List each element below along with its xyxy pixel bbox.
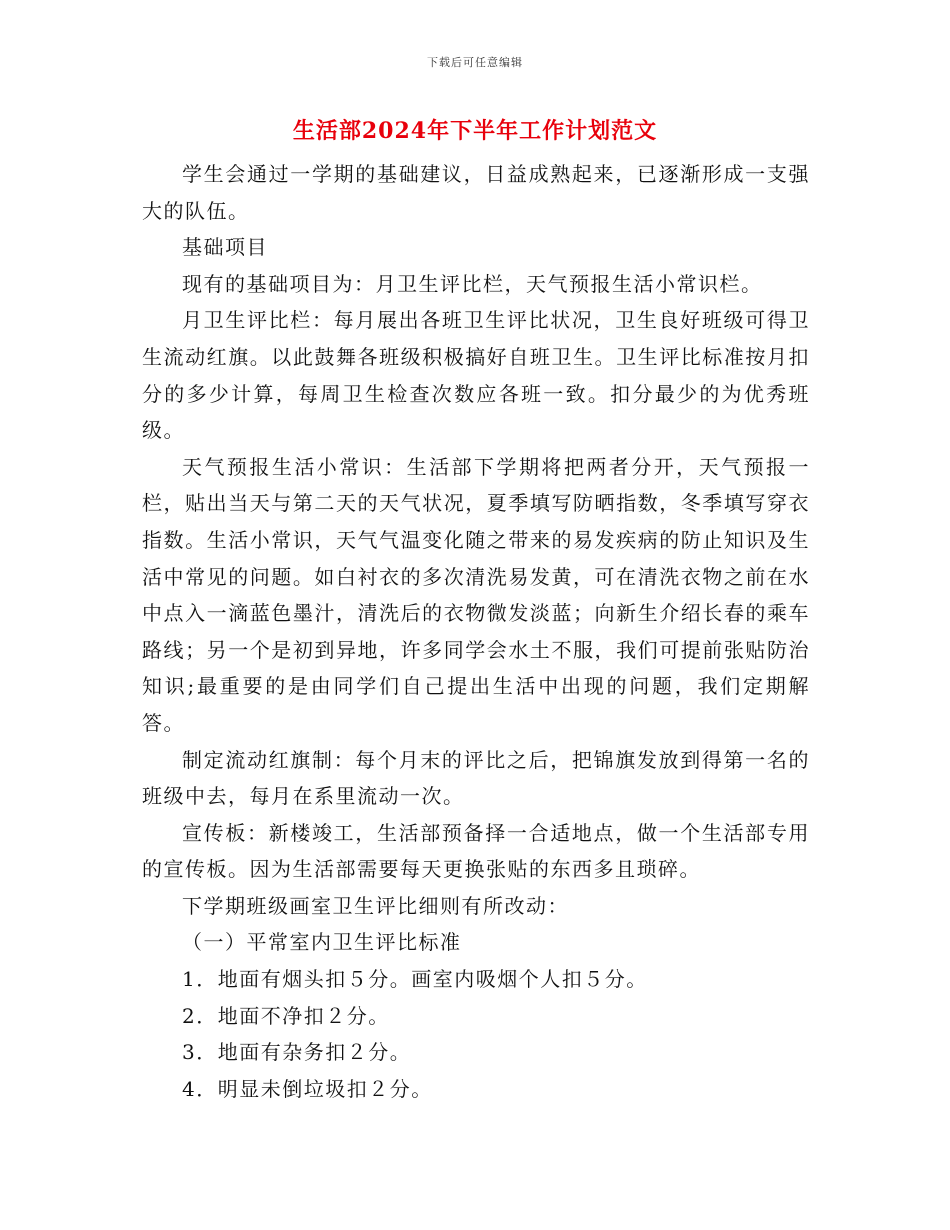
- paragraph: 下学期班级画室卫生评比细则有所改动：: [182, 893, 569, 918]
- list-item: 2．地面不净扣２分。: [182, 1003, 390, 1028]
- document-title: 生活部2024年下半年工作计划范文: [292, 118, 658, 144]
- list-item: 1．地面有烟头扣５分。画室内吸烟个人扣５分。: [182, 967, 648, 992]
- document-body: [142, 156, 810, 1107]
- paragraph: 制定流动红旗制：每个月末的评比之后，把锦旗发放到得第一名的班级中去，每月在系里流动一次。: [142, 747, 810, 809]
- paragraph: 学生会通过一学期的基础建议，日益成熟起来，已逐渐形成一支强大的队伍。: [142, 162, 810, 223]
- list-item: 3．地面有杂务扣２分。: [182, 1040, 412, 1065]
- paragraph: 月卫生评比栏：每月展出各班卫生评比状况，卫生良好班级可得卫生流动红旗。以此鼓舞各班级积极搞好自班卫生。卫生评比标准按月扣分的多少计算，每周卫生检查次数应各班一致。扣分最少的为优秀班级。: [142, 308, 810, 443]
- paragraph: 现有的基础项目为：月卫生评比栏，天气预报生活小常识栏。: [182, 271, 763, 296]
- list-item: 4．明显未倒垃圾扣２分。: [182, 1076, 433, 1101]
- section-heading: 基础项目: [182, 235, 268, 260]
- paragraph: 宣传板：新楼竣工，生活部预备择一合适地点，做一个生活部专用的宣传板。因为生活部需要每天更换张贴的东西多且琐碎。: [142, 820, 810, 882]
- header-note: 下载后可任意编辑: [427, 56, 523, 69]
- paragraph: 天气预报生活小常识：生活部下学期将把两者分开，天气预报一栏，贴出当天与第二天的天气状况，夏季填写防晒指数，冬季填写穿衣指数。生活小常识，天气气温变化随之带来的易发疾病的防止知识及生活中常见的问题。如白衬衣的多次清洗易发黄，可在清洗衣物之前在水中点入一滴蓝色墨汁，清洗后的衣物微发淡蓝；向新生介绍长春的乘车路线；另一个是初到异地，许多同学会水土不服，我们可提前张贴防治知识;最重要的是由同学们自己提出生活中出现的问题，我们定期解答。: [142, 454, 810, 735]
- subsection-heading: （一）平常室内卫生评比标准: [182, 930, 462, 955]
